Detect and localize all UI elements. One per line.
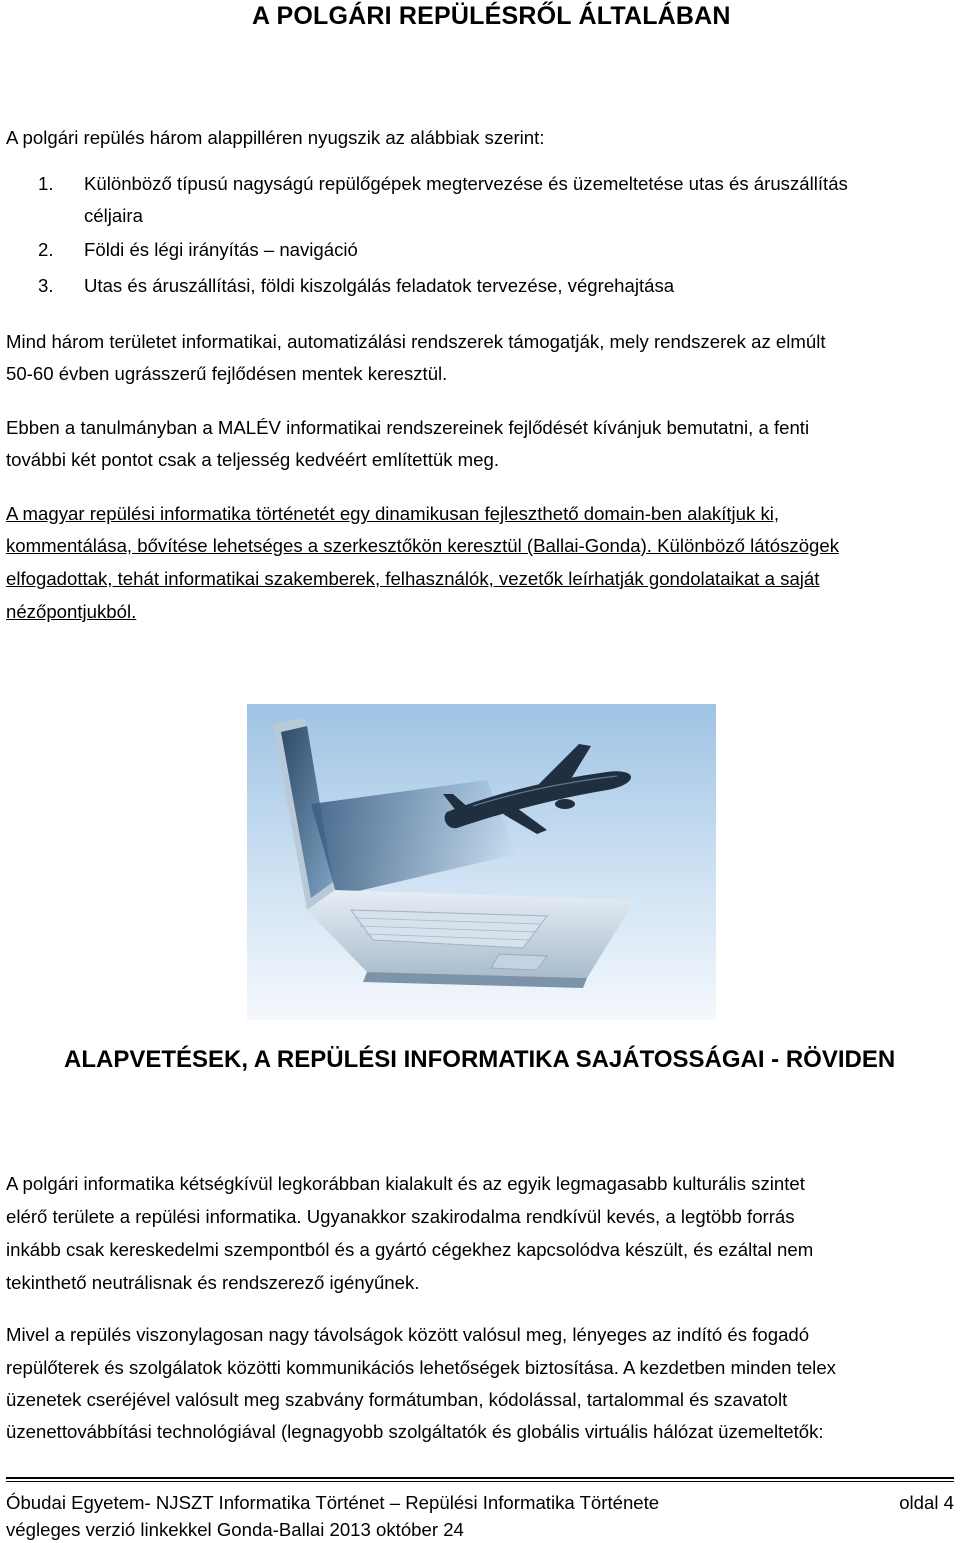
section-title: ALAPVETÉSEK, A REPÜLÉSI INFORMATIKA SAJÁTOSSÁGAI - RÖVIDEN (64, 1046, 896, 1073)
page-number: oldal 4 (899, 1492, 954, 1513)
paragraph-line: Mivel a repülés viszonylagosan nagy távolságok között valósul meg, lényeges az indító és fogadó (6, 1324, 810, 1345)
paragraph-line: inkább csak kereskedelmi szempontból és a gyártó cégekhez kapcsolódva készült, és ezáltal nem (6, 1239, 814, 1260)
paragraph-line: tekinthető neutrálisnak és rendszerező igényűnek. (6, 1272, 420, 1293)
list-text: Utas és áruszállítási, földi kiszolgálás feladatok tervezése, végrehajtása (84, 275, 675, 296)
paragraph-line: repülőterek és szolgálatok közötti kommunikációs lehetőségek biztosítása. A kezdetben minden telex (6, 1357, 836, 1378)
list-number: 1. (38, 173, 54, 194)
linked-paragraph-line[interactable]: A magyar repülési informatika történetét egy dinamikusan fejleszthető domain-ben alakítjuk ki, (6, 503, 780, 524)
footer-line-1: Óbudai Egyetem- NJSZT Informatika Történet – Repülési Informatika Története (6, 1492, 660, 1513)
paragraph-line: üzenetek cseréjével valósult meg szabvány formátumban, kódolással, tartalommal és szavatolt (6, 1389, 788, 1410)
paragraph-line: elérő területe a repülési informatika. Ugyanakkor szakirodalma rendkívül kevés, a legtöbb forrás (6, 1206, 795, 1227)
paragraph-line: üzenettovábbítási technológiával (legnagyobb szolgáltatók és globális virtuális hálózat üzemeltetők: (6, 1421, 824, 1442)
laptop-airplane-illustration (247, 704, 716, 1020)
footer-line-2: végleges verzió linkekkel Gonda-Ballai 2013 október 24 (6, 1519, 464, 1540)
paragraph-line: A polgári informatika kétségkívül legkorábban kialakult és az egyik legmagasabb kulturális szintet (6, 1173, 805, 1194)
list-number: 2. (38, 239, 54, 260)
page-title: A POLGÁRI REPÜLÉSRŐL ÁLTALÁBAN (252, 2, 731, 30)
list-text: Különböző típusú nagyságú repülőgépek megtervezése és üzemeltetése utas és áruszállítás (84, 173, 848, 194)
list-text: Földi és légi irányítás – navigáció (84, 239, 358, 260)
linked-paragraph-line[interactable]: nézőpontjukból. (6, 601, 137, 622)
paragraph-line: Mind három területet informatikai, automatizálási rendszerek támogatják, mely rendszerek az elmúlt (6, 331, 826, 352)
linked-paragraph-line[interactable]: kommentálása, bővítése lehetséges a szerkesztőkön keresztül (Ballai-Gonda). Különböző látószögek (6, 535, 840, 556)
list-text: céljaira (84, 205, 143, 226)
list-number: 3. (38, 275, 54, 296)
linked-paragraph-line[interactable]: elfogadottak, tehát informatikai szakemberek, felhasználók, vezetők leírhatják gondolataikat a saját (6, 568, 820, 589)
paragraph-line: 50-60 évben ugrásszerű fejlődésen mentek keresztül. (6, 363, 448, 384)
footer-divider-thin (6, 1481, 954, 1482)
footer-divider (6, 1477, 954, 1479)
paragraph-line: további két pontot csak a teljesség kedvéért említettük meg. (6, 449, 499, 470)
intro-paragraph: A polgári repülés három alappilléren nyugszik az alábbiak szerint: (6, 127, 545, 148)
paragraph-line: Ebben a tanulmányban a MALÉV informatikai rendszereinek fejlődését kívánjuk bemutatni, a fenti (6, 417, 810, 438)
